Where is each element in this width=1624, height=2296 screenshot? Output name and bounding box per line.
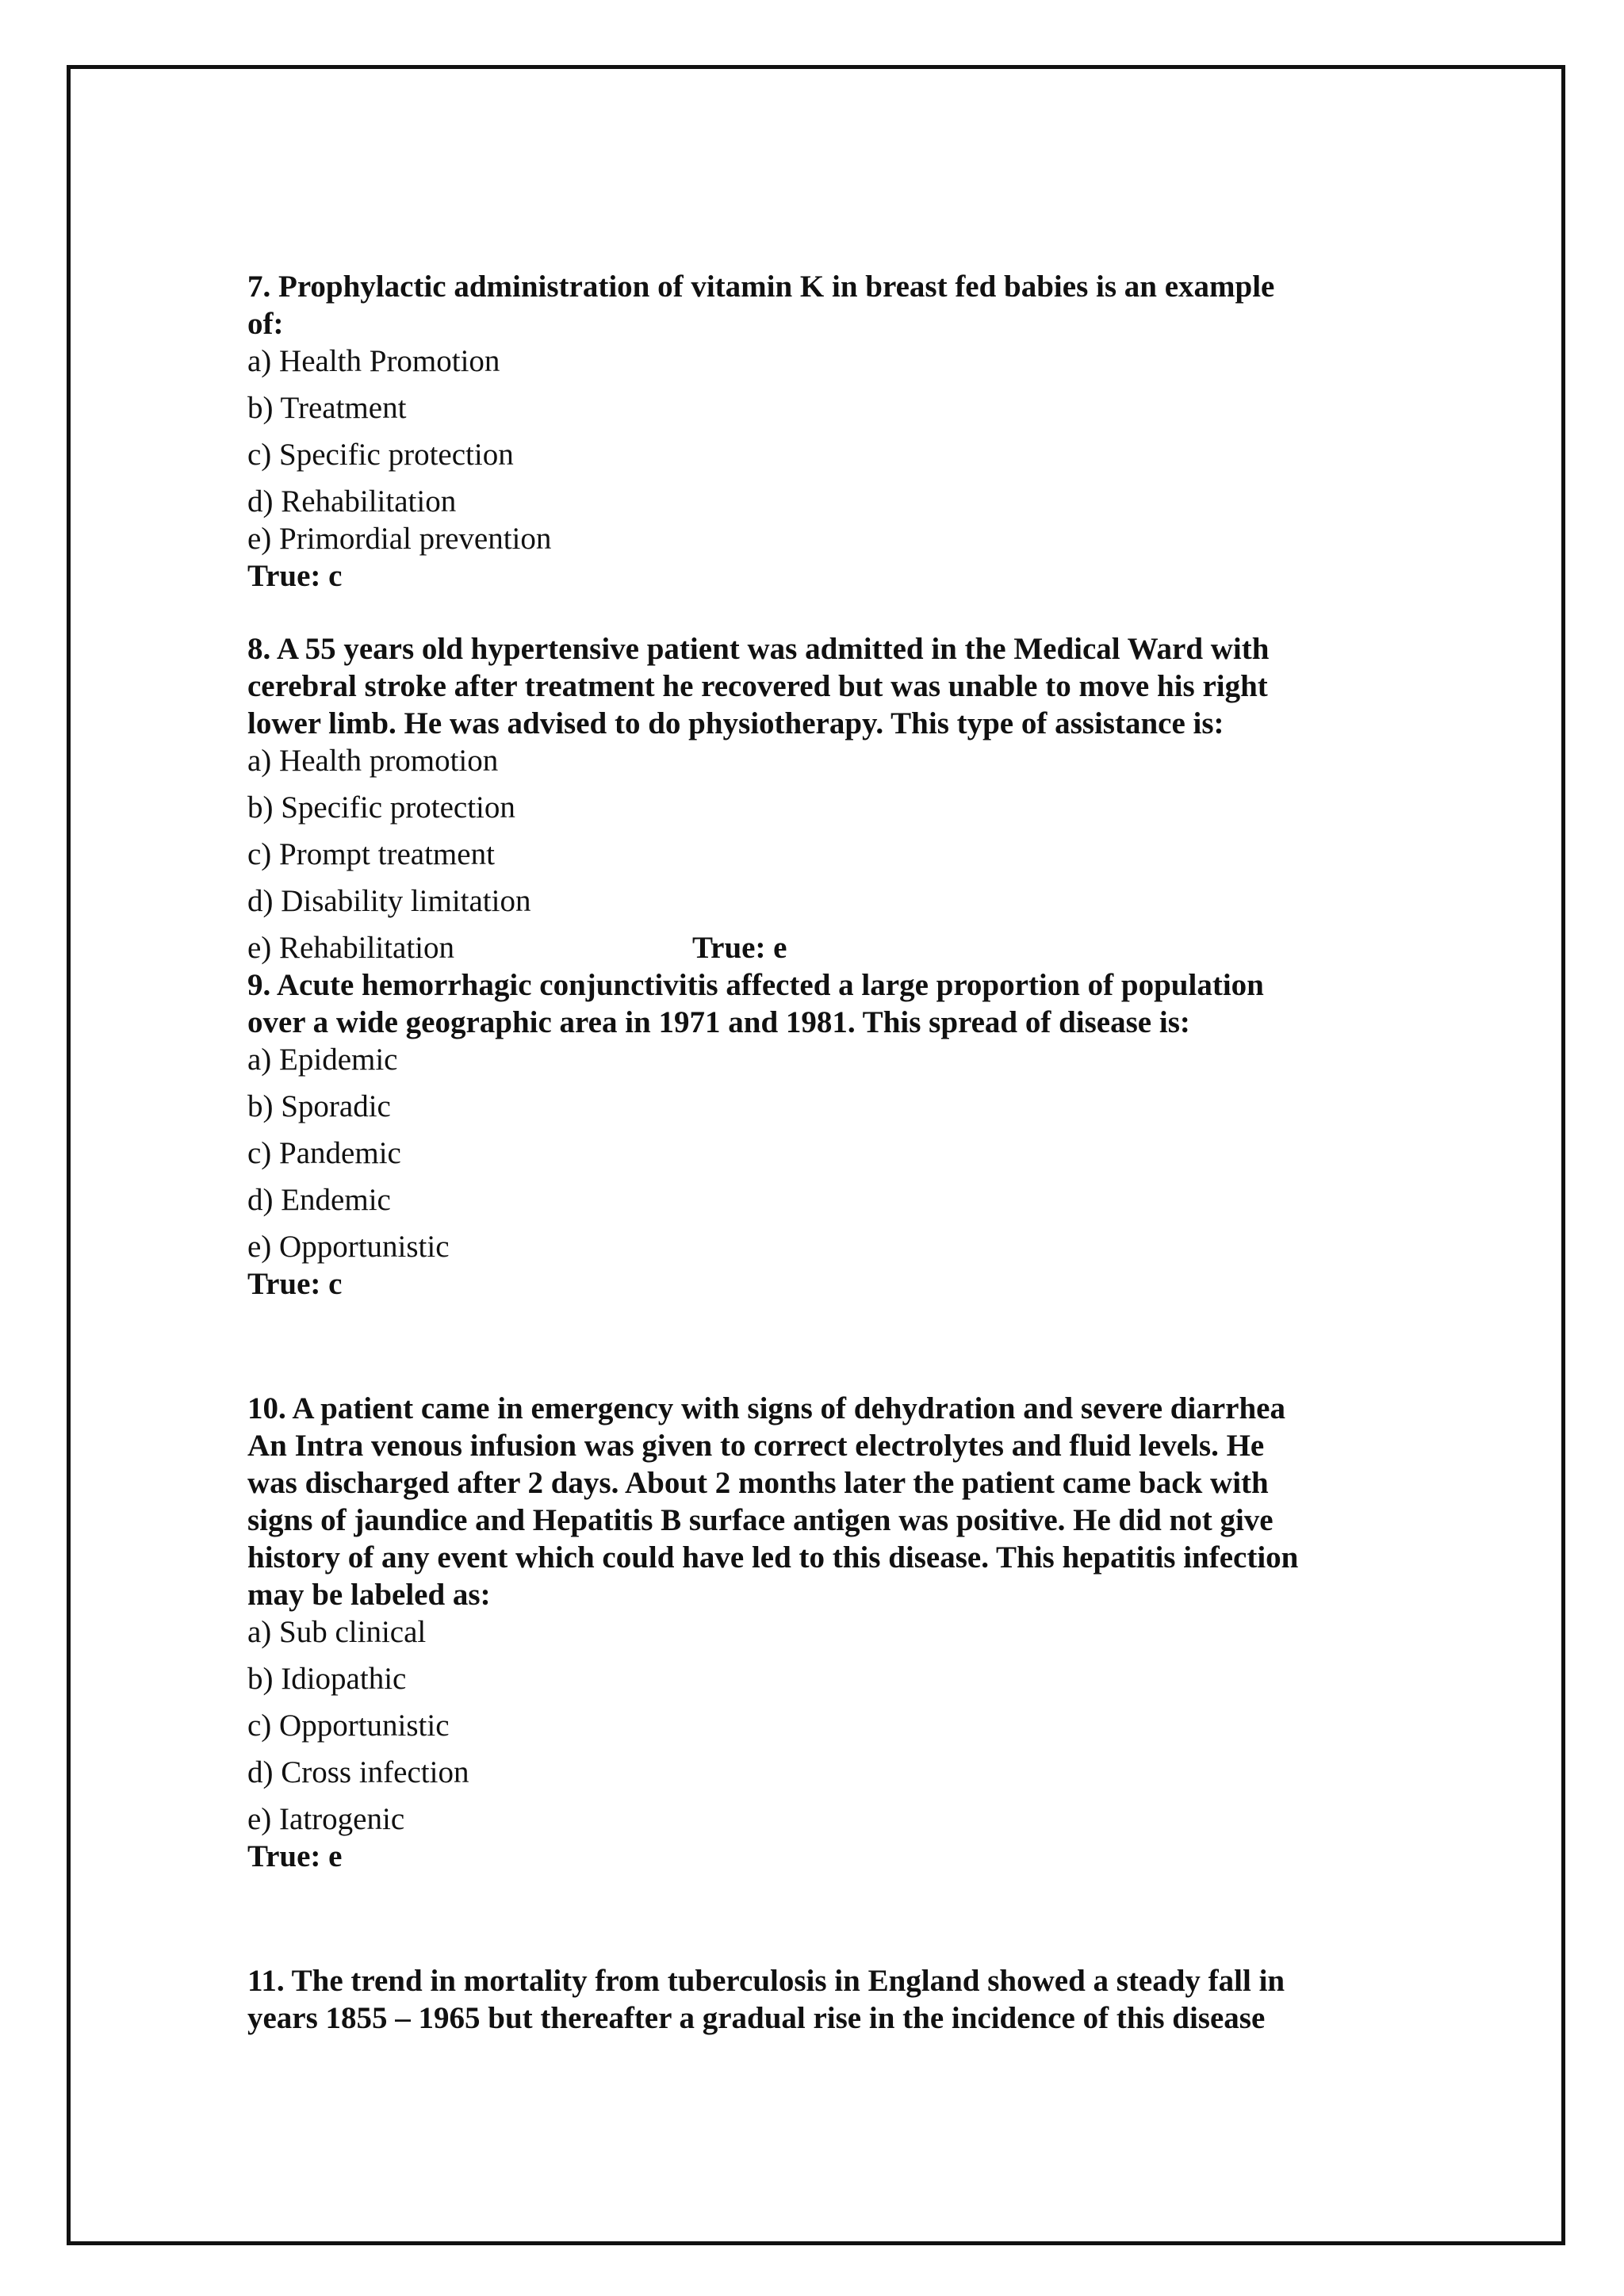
question-7-option-a: a) Health Promotion bbox=[247, 344, 500, 378]
question-11-stem-line-2: years 1855 – 1965 but thereafter a gradual rise in the incidence of this disease bbox=[247, 2001, 1266, 2035]
question-9-option-a: a) Epidemic bbox=[247, 1043, 398, 1077]
question-8-option-d: d) Disability limitation bbox=[247, 884, 531, 918]
question-8-stem-line-1: 8. A 55 years old hypertensive patient was admitted in the Medical Ward with bbox=[247, 632, 1270, 666]
question-9-answer: True: c bbox=[247, 1267, 343, 1301]
question-7-answer: True: c bbox=[247, 559, 343, 593]
question-8-stem-line-3: lower limb. He was advised to do physiotherapy. This type of assistance is: bbox=[247, 706, 1224, 740]
question-9-stem-line-1: 9. Acute hemorrhagic conjunctivitis affected a large proportion of population bbox=[247, 968, 1264, 1002]
question-8-stem-line-2: cerebral stroke after treatment he recovered but was unable to move his right bbox=[247, 669, 1268, 703]
question-9-option-d: d) Endemic bbox=[247, 1183, 391, 1217]
question-10 bbox=[247, 1390, 1389, 1875]
question-9-option-b: b) Sporadic bbox=[247, 1089, 391, 1123]
question-9-option-c: c) Pandemic bbox=[247, 1136, 401, 1170]
question-8-option-c: c) Prompt treatment bbox=[247, 837, 495, 871]
question-10-option-c: c) Opportunistic bbox=[247, 1709, 450, 1743]
question-10-answer: True: e bbox=[247, 1839, 343, 1873]
question-9-stem-line-2: over a wide geographic area in 1971 and 1981. This spread of disease is: bbox=[247, 1005, 1190, 1039]
question-7 bbox=[247, 268, 1389, 595]
question-10-stem-line-3: was discharged after 2 days. About 2 months later the patient came back with bbox=[247, 1466, 1269, 1500]
spacer bbox=[247, 1875, 1389, 1962]
question-7-option-c: c) Specific protection bbox=[247, 438, 514, 472]
question-7-option-e: e) Primordial prevention bbox=[247, 522, 552, 556]
question-8-option-a: a) Health promotion bbox=[247, 744, 499, 778]
question-7-option-d: d) Rehabilitation bbox=[247, 484, 457, 519]
question-9 bbox=[247, 966, 1389, 1303]
question-10-stem-line-4: signs of jaundice and Hepatitis B surface antigen was positive. He did not give bbox=[247, 1503, 1274, 1537]
question-10-stem-line-2: An Intra venous infusion was given to correct electrolytes and fluid levels. He bbox=[247, 1429, 1265, 1463]
question-8-option-b: b) Specific protection bbox=[247, 790, 515, 825]
question-10-option-b: b) Idiopathic bbox=[247, 1662, 407, 1696]
question-8-answer: True: e bbox=[692, 931, 787, 965]
question-8-option-e: e) Rehabilitation bbox=[247, 931, 455, 965]
question-10-option-e: e) Iatrogenic bbox=[247, 1802, 405, 1836]
spacer bbox=[247, 595, 1389, 630]
question-8 bbox=[247, 630, 1389, 966]
question-11-stem-line-1: 11. The trend in mortality from tuberculosis in England showed a steady fall in bbox=[247, 1964, 1285, 1998]
question-10-option-d: d) Cross infection bbox=[247, 1755, 469, 1789]
spacer bbox=[247, 1303, 1389, 1390]
question-7-option-b: b) Treatment bbox=[247, 391, 407, 425]
question-10-stem-line-5: history of any event which could have led to this disease. This hepatitis infection bbox=[247, 1540, 1299, 1575]
question-10-stem-line-6: may be labeled as: bbox=[247, 1578, 491, 1612]
question-9-option-e: e) Opportunistic bbox=[247, 1230, 450, 1264]
question-8-option-e-row bbox=[247, 929, 1389, 966]
question-7-stem-line-2: of: bbox=[247, 307, 284, 341]
question-10-stem-line-1: 10. A patient came in emergency with signs of dehydration and severe diarrhea bbox=[247, 1391, 1285, 1425]
question-10-option-a: a) Sub clinical bbox=[247, 1615, 427, 1649]
document-body bbox=[247, 268, 1389, 2037]
question-11 bbox=[247, 1962, 1389, 2037]
question-7-stem-line-1: 7. Prophylactic administration of vitamin K in breast fed babies is an example bbox=[247, 270, 1275, 304]
